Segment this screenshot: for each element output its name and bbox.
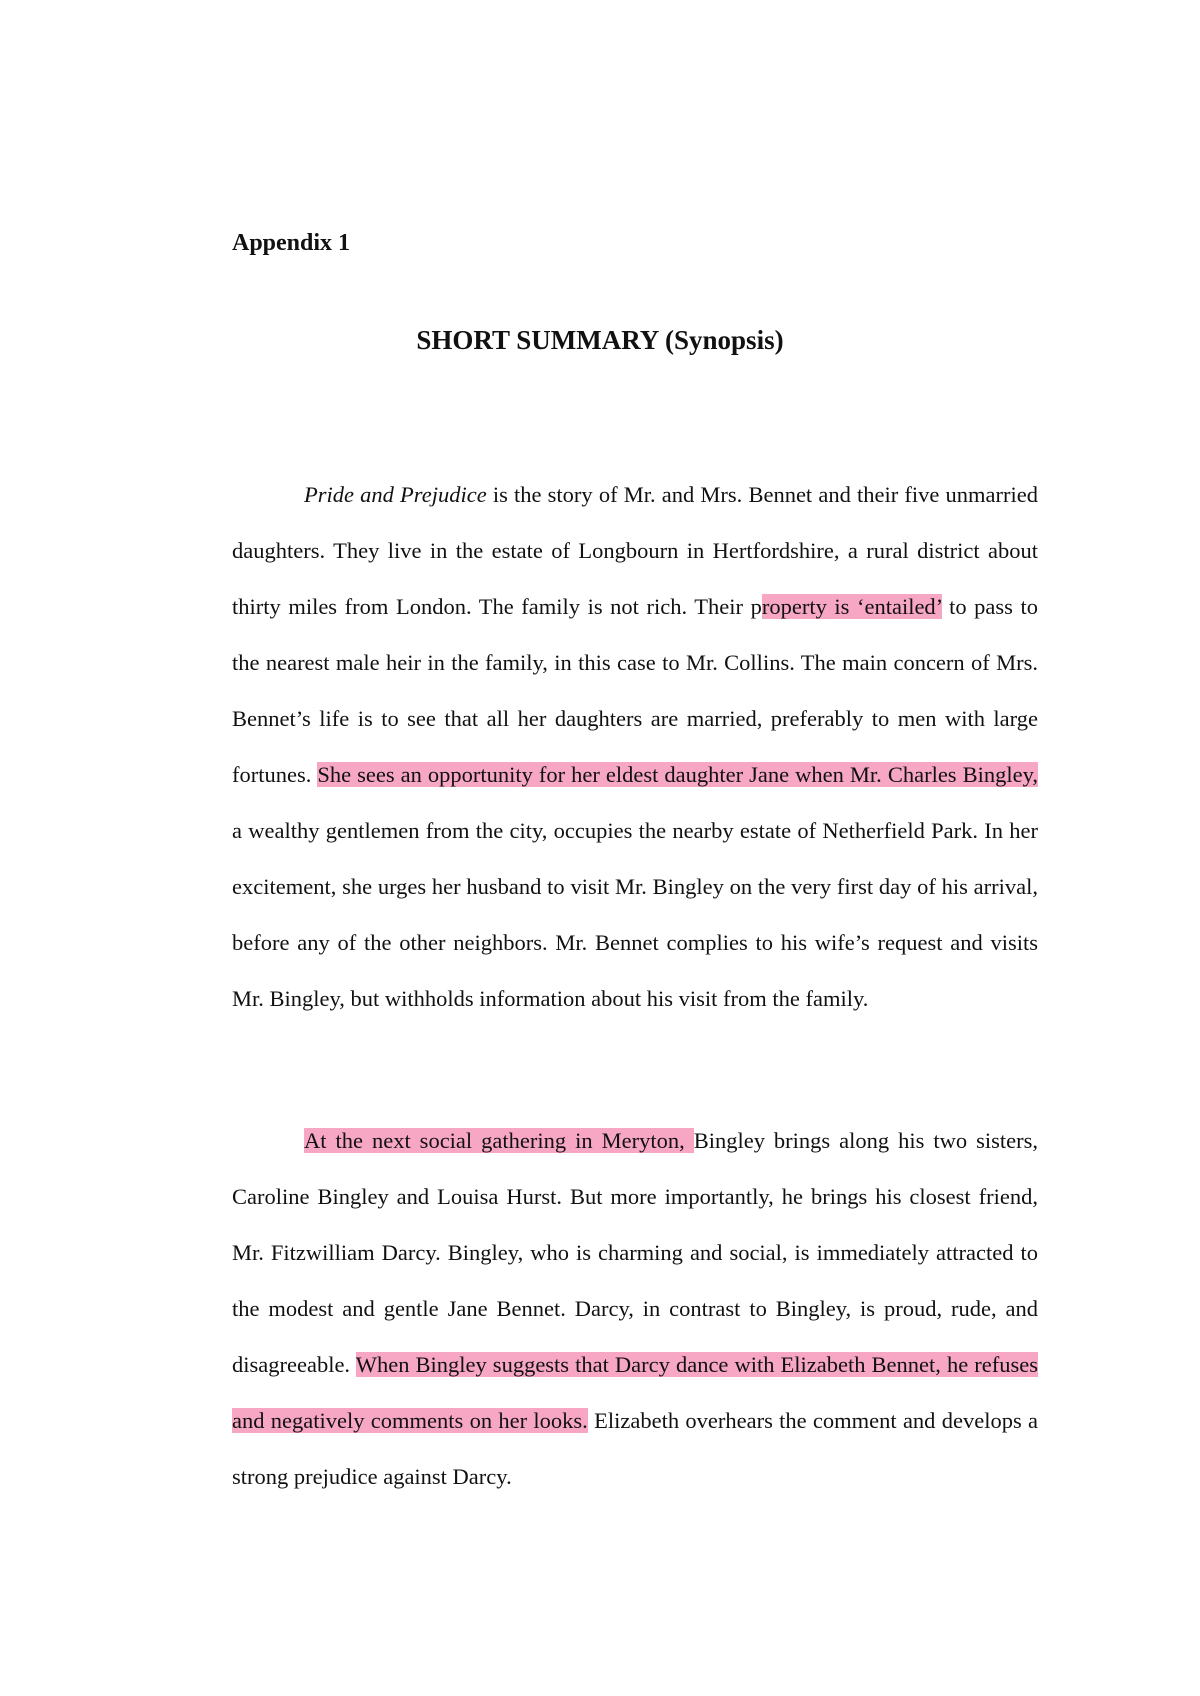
appendix-heading: Appendix 1 — [232, 230, 351, 256]
paragraph-2-text-b: Elizabeth overhears the comment and develops a strong prejudice against Darcy. — [232, 1408, 1039, 1489]
highlight-dance: When Bingley suggests that Darcy dance with Elizabeth Bennet, he refuses and negatively comments on her looks. — [232, 1352, 1038, 1433]
paragraph-1-text-c: a wealthy gentlemen from the city, occupies the nearby estate of Netherfield Park. In her excitement, she urges her husband to visit Mr. Bingley on the very first day of his arrival, before any of the other neighbors. Mr. Bennet complies to his wife’s request and visits Mr. Bingley, but withholds information about his visit from the family. — [232, 818, 1038, 1011]
paragraph-1-text-b: to pass to the nearest male heir in the family, in this case to Mr. Collins. The main concern of Mrs. Bennet’s life is to see that all her daughters are married, preferably to men with large fortunes. — [232, 594, 1038, 787]
paragraph-2-text-a: Bingley brings along his two sisters, Caroline Bingley and Louisa Hurst. But more importantly, he brings his closest friend, Mr. Fitzwilliam Darcy. Bingley, who is charming and social, is immediately attracted to the modest and gentle Jane Bennet. Darcy, in contrast to Bingley, is proud, rude, and disagreeable. — [232, 1128, 1038, 1377]
paragraph-2 — [232, 1113, 1038, 1505]
paragraph-1-text-a: is the story of Mr. and Mrs. Bennet and their five unmarried daughters. They live in the estate of Longbourn in Hertfordshire, a rural district about thirty miles from London. The family is not rich. Their p — [232, 482, 1038, 619]
highlight-opportunity: She sees an opportunity for her eldest daughter Jane when Mr. Charles Bingley, — [317, 762, 1038, 787]
paragraph-1 — [232, 467, 1038, 1027]
book-title: Pride and Prejudice — [304, 482, 487, 507]
highlight-meryton: At the next social gathering in Meryton, — [304, 1128, 694, 1153]
summary-title: SHORT SUMMARY (Synopsis) — [416, 325, 784, 355]
highlight-entailed: roperty is ‘entailed’ — [761, 594, 942, 619]
